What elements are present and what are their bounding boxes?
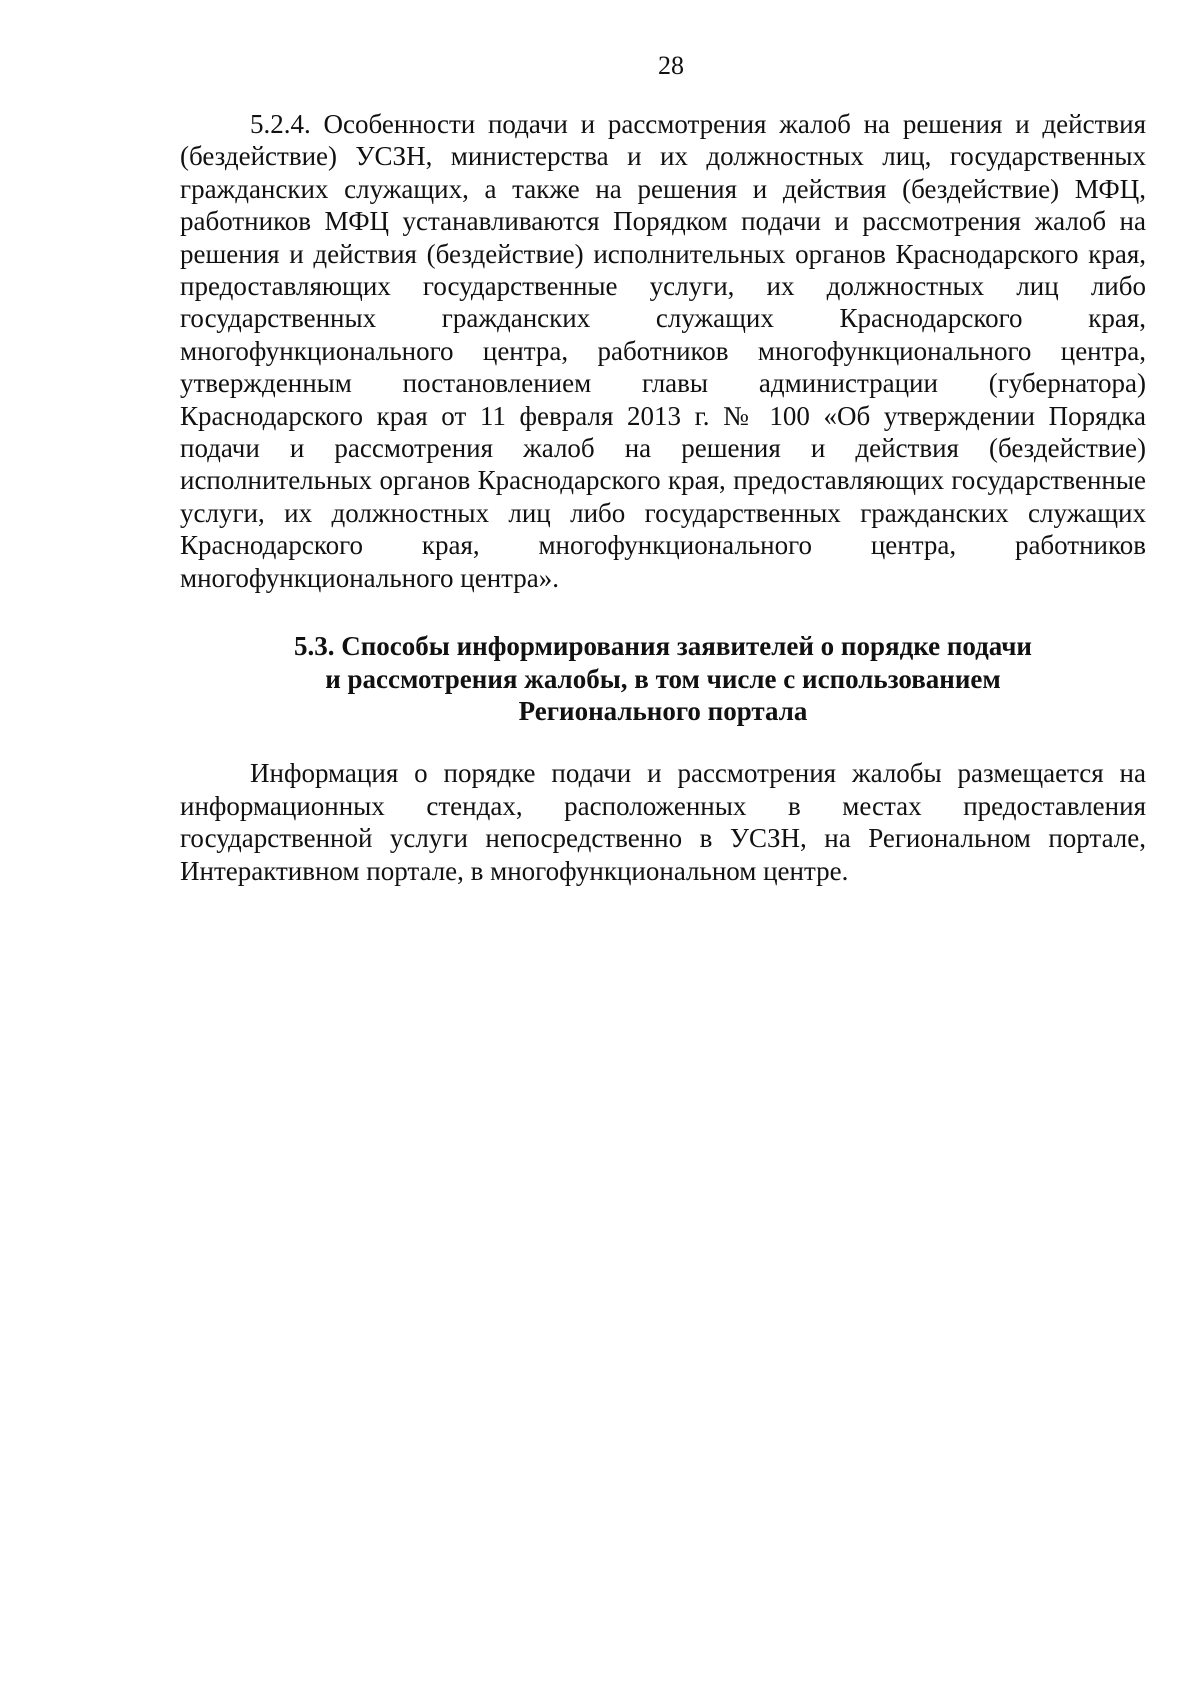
heading-line-2: и рассмотрения жалобы, в том числе с использованием [325, 663, 1001, 694]
heading-line-1: 5.3. Способы информирования заявителей о порядке подачи [294, 631, 1032, 662]
section-heading-5-3 [180, 630, 1146, 727]
heading-line-3: Регионального портала [518, 695, 808, 726]
page-number: 28 [658, 51, 684, 80]
paragraph-complaint-info: Информация о порядке подачи и рассмотрения жалобы размещается на информационных стендах, расположенных в местах предоставления государственной услуги непосредственно в УСЗН, на Региональном портале, Интерактивном портале, в многофункциональном центре. [180, 758, 1146, 886]
document-body [180, 108, 1146, 887]
paragraph-5-2-4: 5.2.4. Особенности подачи и рассмотрения жалоб на решения и действия (бездействие) УСЗН, министерства и их должностных лиц, государственных гражданских служащих, а также на решения и действия (бездействие) МФЦ, работников МФЦ устанавливаются Порядком подачи и рассмотрения жалоб на решения и действия (бездействие) исполнительных органов Краснодарского края, предоставляющих государственные услуги, их должностных лиц либо государственных гражданских служащих Краснодарского края, многофункционального центра, работников многофункционального центра, утвержденным постановлением главы администрации (губернатора) Краснодарского края от 11 февраля 2013 г. № 100 «Об утверждении Порядка подачи и рассмотрения жалоб на решения и действия (бездействие) исполнительных органов Краснодарского края, предоставляющих государственные услуги, их должностных лиц либо государственных гражданских служащих Краснодарского края, многофункционального центра, работников многофункционального центра». [180, 109, 1146, 593]
